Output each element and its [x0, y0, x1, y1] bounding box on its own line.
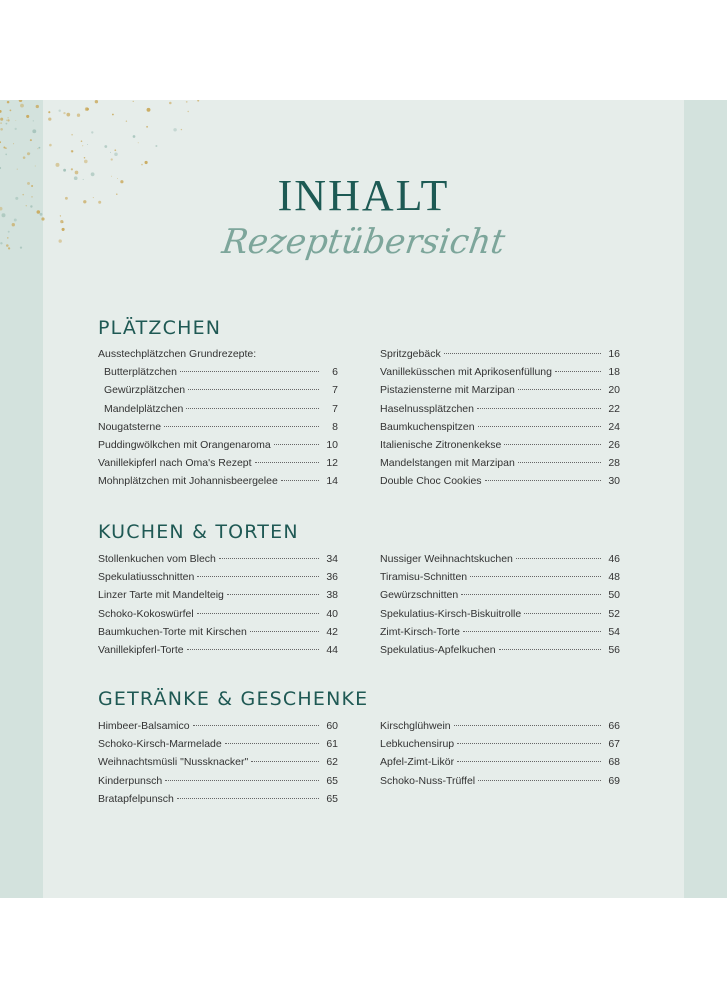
toc-dot-leader — [444, 353, 601, 354]
toc-entry-title: Himbeer-Balsamico — [98, 720, 190, 732]
toc-entry-title: Schoko-Kokoswürfel — [98, 607, 194, 620]
toc-entry-title: Spekulatiusschnitten — [98, 571, 195, 584]
toc-entry-title: Kinderpunsch — [98, 774, 163, 787]
toc-entry[interactable] — [98, 381, 338, 399]
toc-dot-leader — [516, 558, 601, 559]
toc-entry[interactable] — [98, 418, 338, 436]
toc-entry-page-number: 52 — [608, 607, 620, 620]
section-getraenke-right-column — [380, 717, 620, 790]
toc-entry[interactable] — [98, 790, 338, 808]
toc-entry[interactable] — [380, 586, 620, 604]
toc-dot-leader — [478, 426, 601, 427]
section-heading-getraenke-geschenke: GETRÄNKE & GESCHENKE — [98, 688, 369, 710]
toc-entry-title: Baumkuchen-Torte mit Kirschen — [98, 625, 247, 638]
toc-dot-leader — [470, 576, 601, 577]
toc-entry-title: Linzer Tarte mit Mandelteig — [98, 589, 224, 602]
toc-entry[interactable] — [380, 418, 620, 436]
toc-dot-leader — [164, 426, 319, 427]
toc-entry-page-number: 66 — [608, 720, 620, 732]
toc-dot-leader — [219, 558, 319, 559]
toc-entry-page-number: 22 — [608, 402, 620, 415]
toc-entry[interactable] — [380, 381, 620, 399]
section-heading-kuchen-torten: KUCHEN & TORTEN — [98, 521, 299, 543]
toc-dot-leader — [250, 631, 319, 632]
toc-entry[interactable] — [380, 472, 620, 490]
toc-entry-page-number: 24 — [608, 420, 620, 433]
toc-entry-title: Gewürzschnitten — [380, 589, 459, 602]
toc-entry-page-number: 8 — [332, 420, 338, 433]
toc-entry-page-number: 69 — [608, 774, 620, 787]
toc-entry[interactable] — [98, 735, 338, 753]
toc-entry-page-number: 36 — [326, 571, 338, 584]
toc-entry-page-number: 40 — [326, 607, 338, 620]
toc-entry-title: Haselnussplätzchen — [380, 402, 474, 415]
toc-entry-title: Schoko-Kirsch-Marmelade — [98, 738, 222, 751]
toc-entry-title: Lebkuchensirup — [380, 738, 455, 751]
toc-entry-title: Ausstechplätzchen Grundrezepte: — [98, 348, 257, 360]
toc-entry-page-number: 18 — [608, 366, 620, 379]
toc-entry-title: Baumkuchenspitzen — [380, 420, 475, 433]
toc-entry[interactable] — [380, 454, 620, 472]
toc-entry[interactable] — [98, 400, 338, 418]
toc-entry-page-number: 28 — [608, 457, 620, 470]
toc-entry-page-number: 7 — [332, 384, 338, 397]
toc-entry[interactable] — [380, 436, 620, 454]
toc-dot-leader — [227, 594, 319, 595]
toc-entry-title: Butterplätzchen — [104, 366, 177, 379]
toc-entry-title: Vanillekipferl-Torte — [98, 643, 184, 656]
toc-dot-leader — [518, 389, 601, 390]
toc-dot-leader — [193, 725, 319, 726]
toc-dot-leader — [274, 444, 319, 445]
toc-entry[interactable] — [380, 772, 620, 790]
toc-entry[interactable] — [380, 363, 620, 381]
toc-entry[interactable] — [98, 363, 338, 381]
toc-entry-page-number: 44 — [326, 643, 338, 656]
toc-entry-page-number: 61 — [326, 738, 338, 751]
toc-entry[interactable] — [98, 753, 338, 771]
toc-dot-leader — [524, 613, 601, 614]
toc-entry[interactable] — [98, 436, 338, 454]
toc-entry-title: Vanillekipferl nach Oma's Rezept — [98, 457, 252, 470]
toc-entry-title: Mandelstangen mit Marzipan — [380, 457, 515, 470]
toc-entry-title: Mohnplätzchen mit Johannisbeergelee — [98, 475, 278, 488]
toc-dot-leader — [225, 743, 319, 744]
toc-entry[interactable] — [98, 641, 338, 659]
toc-entry[interactable] — [380, 735, 620, 753]
section-kuchen-right-column — [380, 550, 620, 659]
page-subtitle: Rezeptübersicht — [219, 222, 508, 262]
toc-dot-leader — [485, 480, 601, 481]
toc-entry[interactable] — [380, 717, 620, 735]
toc-entry-page-number: 65 — [326, 792, 338, 805]
toc-entry-page-number: 34 — [326, 553, 338, 565]
toc-dot-leader — [504, 444, 601, 445]
toc-entry[interactable] — [98, 454, 338, 472]
toc-entry-title: Vanilleküsschen mit Aprikosenfüllung — [380, 366, 552, 379]
toc-entry-title: Apfel-Zimt-Likör — [380, 756, 455, 769]
toc-entry-page-number: 16 — [608, 348, 620, 360]
toc-entry[interactable] — [380, 605, 620, 623]
toc-entry[interactable] — [98, 717, 338, 735]
section-kuchen-left-column — [98, 550, 338, 659]
toc-dot-leader — [255, 462, 319, 463]
toc-entry-page-number: 46 — [608, 553, 620, 565]
toc-entry-page-number: 60 — [326, 720, 338, 732]
toc-entry[interactable] — [380, 345, 620, 363]
toc-dot-leader — [499, 649, 601, 650]
toc-entry[interactable] — [380, 550, 620, 568]
toc-entry[interactable] — [98, 550, 338, 568]
toc-dot-leader — [197, 576, 319, 577]
toc-entry-title: Puddingwölkchen mit Orangenaroma — [98, 438, 271, 451]
toc-entry-page-number: 67 — [608, 738, 620, 751]
toc-dot-leader — [478, 780, 601, 781]
toc-entry[interactable] — [98, 345, 338, 363]
toc-entry-page-number: 48 — [608, 571, 620, 584]
toc-entry[interactable] — [380, 568, 620, 586]
toc-dot-leader — [188, 389, 319, 390]
toc-entry-title: Mandelplätzchen — [104, 402, 184, 415]
toc-entry[interactable] — [98, 472, 338, 490]
toc-entry-title: Gewürzplätzchen — [104, 384, 186, 397]
toc-entry-title: Nussiger Weihnachtskuchen — [380, 553, 513, 565]
section-getraenke-left-column — [98, 717, 338, 808]
toc-entry-page-number: 20 — [608, 384, 620, 397]
toc-dot-leader — [197, 613, 319, 614]
toc-entry-title: Weihnachtsmüsli "Nussknacker" — [98, 756, 249, 769]
toc-dot-leader — [165, 780, 319, 781]
toc-entry-title: Spekulatius-Apfelkuchen — [380, 643, 496, 656]
section-heading-plaetzchen: PLÄTZCHEN — [98, 317, 222, 339]
toc-entry-title: Pistaziensterne mit Marzipan — [380, 384, 515, 397]
toc-entry-page-number: 68 — [608, 756, 620, 769]
toc-entry-page-number: 62 — [326, 756, 338, 769]
toc-dot-leader — [251, 761, 319, 762]
toc-entry-page-number: 14 — [326, 475, 338, 488]
toc-entry[interactable] — [98, 772, 338, 790]
toc-entry-page-number: 26 — [608, 438, 620, 451]
toc-dot-leader — [518, 462, 601, 463]
toc-entry-page-number: 54 — [608, 625, 620, 638]
toc-dot-leader — [180, 371, 319, 372]
toc-entry[interactable] — [98, 605, 338, 623]
toc-entry[interactable] — [380, 641, 620, 659]
toc-entry[interactable] — [98, 568, 338, 586]
toc-entry-title: Bratapfelpunsch — [98, 792, 174, 805]
toc-dot-leader — [186, 408, 319, 409]
toc-entry[interactable] — [380, 623, 620, 641]
toc-entry-title: Schoko-Nuss-Trüffel — [380, 774, 476, 787]
toc-entry-title: Double Choc Cookies — [380, 475, 482, 488]
toc-dot-leader — [477, 408, 601, 409]
toc-entry-page-number: 38 — [326, 589, 338, 602]
section-plaetzchen-right-column — [380, 345, 620, 491]
toc-entry-page-number: 50 — [608, 589, 620, 602]
toc-entry[interactable] — [98, 586, 338, 604]
toc-entry[interactable] — [98, 623, 338, 641]
toc-entry[interactable] — [380, 400, 620, 418]
toc-entry-page-number: 7 — [332, 402, 338, 415]
toc-entry[interactable] — [380, 753, 620, 771]
toc-entry-title: Tiramisu-Schnitten — [380, 571, 468, 584]
toc-entry-title: Zimt-Kirsch-Torte — [380, 625, 460, 638]
section-plaetzchen-left-column — [98, 345, 338, 491]
toc-dot-leader — [555, 371, 601, 372]
toc-entry-title: Italienische Zitronenkekse — [380, 438, 502, 451]
toc-entry-title: Spekulatius-Kirsch-Biskuitrolle — [380, 607, 522, 620]
toc-dot-leader — [461, 594, 601, 595]
toc-entry-title: Nougatsterne — [98, 420, 162, 433]
page-title: INHALT — [277, 171, 450, 220]
toc-entry-page-number: 12 — [326, 457, 338, 470]
toc-dot-leader — [463, 631, 601, 632]
toc-dot-leader — [457, 761, 601, 762]
toc-dot-leader — [281, 480, 319, 481]
toc-entry-page-number: 56 — [608, 643, 620, 656]
toc-entry-page-number: 6 — [332, 366, 338, 379]
toc-entry-title: Stollenkuchen vom Blech — [98, 553, 216, 565]
toc-entry-page-number: 10 — [326, 438, 338, 451]
toc-entry-title: Kirschglühwein — [380, 720, 451, 732]
toc-dot-leader — [177, 798, 319, 799]
toc-dot-leader — [454, 725, 601, 726]
toc-entry-page-number: 65 — [326, 774, 338, 787]
toc-dot-leader — [187, 649, 319, 650]
toc-entry-page-number: 42 — [326, 625, 338, 638]
toc-entry-title: Spritzgebäck — [380, 348, 441, 360]
toc-dot-leader — [457, 743, 601, 744]
toc-entry-page-number: 30 — [608, 475, 620, 488]
